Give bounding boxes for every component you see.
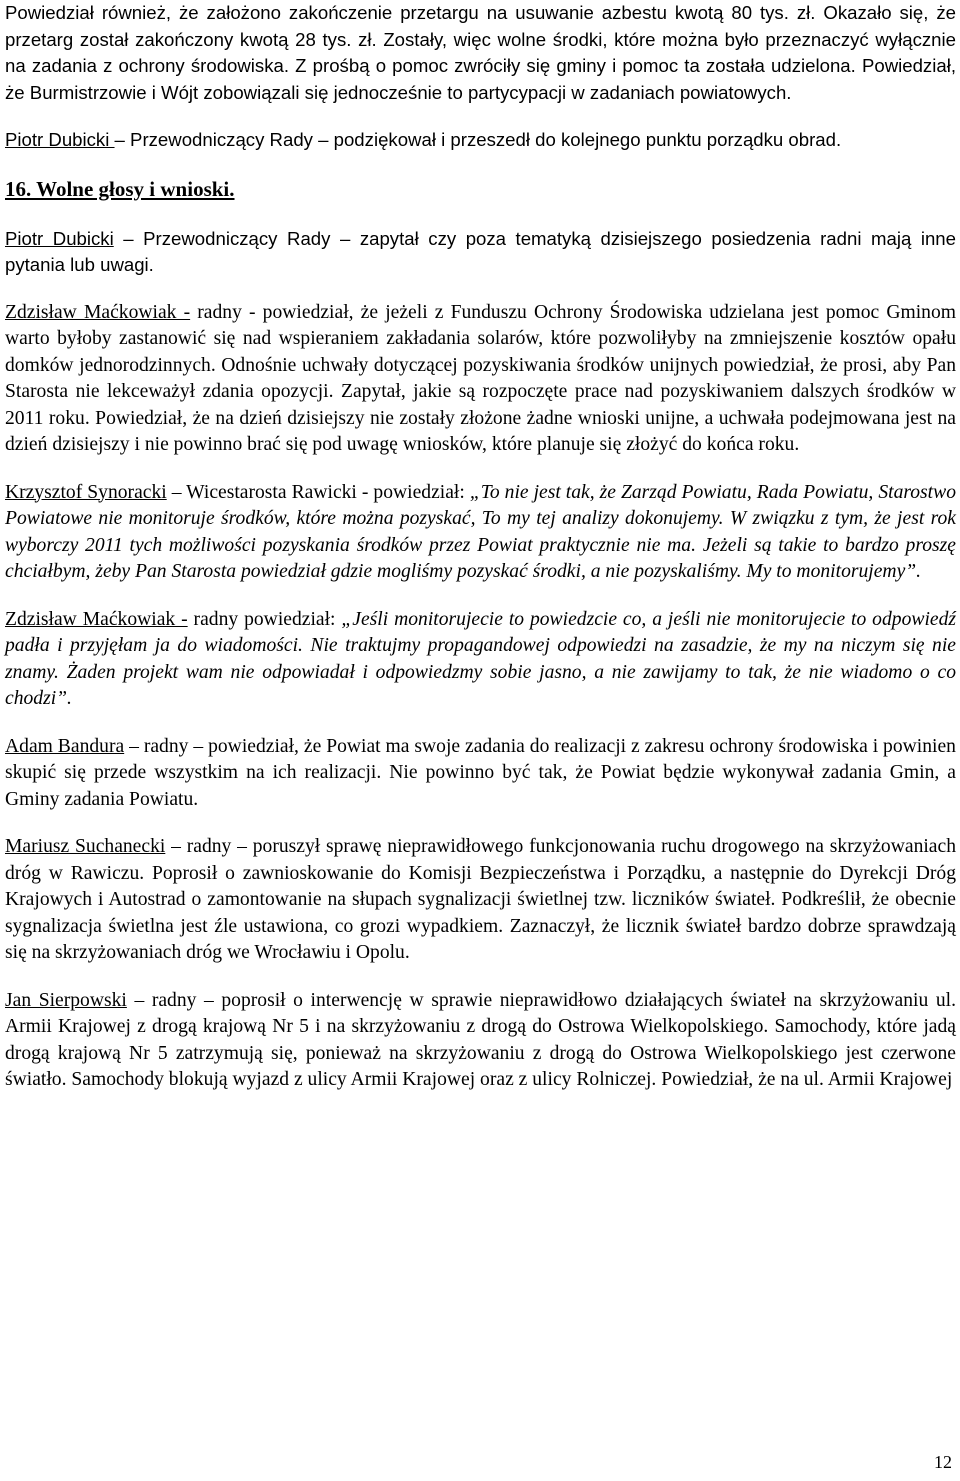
paragraph-text: – radny – poprosił o interwencję w sprawie nieprawidłowo działających świateł na skrzyżowaniu ul. Armii Krajowej z drogą krajową Nr 5 i na skrzyżowaniu z drogą do Ostrowa Wielkopolskiego. Samochody, które jadą drogą krajową Nr 5 zatrzymują się, ponieważ na skrzyżowaniu z drogą do Ostrowa Wielkopolskiego jest czerwone światło. Samochody blokują wyjazd z ulicy Armii Krajowej oraz z ulicy Rolniczej. Powiedział, że na ul. Armii Krajowej (5, 989, 956, 1090)
speaker-name: Mariusz Suchanecki (5, 836, 166, 857)
speaker-name: Zdzisław Maćkowiak - (5, 608, 188, 630)
paragraph-sierpowski (5, 988, 956, 1094)
paragraph-suchanecki (5, 834, 956, 967)
speaker-name: Piotr Dubicki (5, 129, 115, 150)
paragraph-text: – Przewodniczący Rady – zapytał czy poza tematyką dzisiejszego posiedzenia radni mają inne pytania lub uwagi. (5, 227, 956, 275)
speaker-name: Jan Sierpowski (5, 989, 127, 1011)
speaker-name: Piotr Dubicki (5, 227, 114, 249)
page-number: 12 (934, 1452, 952, 1472)
paragraph-text: Powiedział również, że założono zakończenie przetargu na usuwanie azbestu kwotą 80 tys. zł. Okazało się, że przetarg został zakończony kwotą 28 tys. zł. Zostały, więc wolne środki, które można było przeznaczyć wyłącznie na zadania z ochrony środowiska. Z prośbą o pomoc zwróciły się gminy i pomoc ta została udzielona. (5, 2, 956, 76)
paragraph-azbest (5, 0, 956, 106)
paragraph-text: Powiedział, że Burmistrzowie i Wójt zobowiązali się jednocześnie to partycypacji w zadaniach powiatowych. (5, 55, 956, 103)
quote-text: „Jeśli monitorujecie to powiedzcie co, a jeśli nie monitorujecie to odpowiedź padła i przyjęłam ja do wiadomości. Nie traktujmy propagandowej odpowiedzi na zasadzie, że my na niczym się nie znamy. Żaden projekt wam nie odpowiadał i odpowiedzmy sobie jasno, a nie zawijamy to tak, że nie wiadomo o co chodzi”. (5, 608, 957, 709)
paragraph-dubicki-1 (5, 127, 956, 154)
paragraph-text: radny - powiedział, że jeżeli z Funduszu Ochrony Środowiska udzielana jest pomoc Gminom warto byłoby zastanowić się nad wspieraniem zakładania solarów, które pozwoliłyby na zmniejszenie kosztów opału domków jednorodzinnych. Odnośnie uchwały dotyczącej pozyskiwania środków unijnych powiedział, że prosi, aby Pan Starosta nie lekceważył zdania opozycji. Zapytał, jakie są rozpoczęte prace nad pozyskiwaniem dalszych środków w 2011 roku. Powiedział, że na dzień dzisiejszy nie zostały złożone żadne wnioski unijne, a uchwała podejmowana jest na dzień dzisiejszy i nie powinno brać się pod uwagę wniosków, które planuje się złożyć do końca roku. (5, 301, 956, 455)
paragraph-text: – Wicestarosta Rawicki - powiedział: (166, 481, 470, 503)
speaker-name: Zdzisław Maćkowiak - (5, 301, 191, 323)
quote-text: „To nie jest tak, że Zarząd Powiatu, Rada Powiatu, Starostwo Powiatowe nie monitoruje środków, które można pozyskać, To my tej analizy dokonujemy. W związku z tym, że jest rok wyborczy 2011 tych możliwości pozyskania środków przez Powiat praktycznie nie ma. Jeżeli są takie to bardzo proszę chciałbym, żeby Pan Starosta powiedział gdzie mogliśmy pozyskać środki, a nie pozyskaliśmy. My to monitorujemy”. (5, 481, 956, 582)
speaker-name: Krzysztof Synoracki (5, 481, 167, 503)
paragraph-text: radny powiedział: (187, 608, 342, 630)
paragraph-bandura (5, 734, 956, 814)
speaker-name: Adam Bandura (5, 735, 125, 757)
paragraph-mackowiak-2 (5, 607, 956, 713)
paragraph-synoracki (5, 480, 956, 586)
paragraph-text: – radny – poruszył sprawę nieprawidłowego funkcjonowania ruchu drogowego na skrzyżowaniach dróg w Rawiczu. Poprosił o zawnioskowanie do Komisji Bezpieczeństwa i Porządku, a następnie do Dyrekcji Dróg Krajowych i Autostrad o zamontowanie na słupach sygnalizacji świetlnej tzw. liczników świateł. Podkreślił, że obecnie sygnalizacja świetlna jest źle ustawiona, co grozi wypadkiem. Zaznaczył, że licznik świateł bardzo dobrze sprawdzają się na skrzyżowaniach dróg we Wrocławiu i Opolu. (5, 836, 956, 963)
document-body (5, 0, 956, 1115)
paragraph-text: – radny – powiedział, że Powiat ma swoje zadania do realizacji z zakresu ochrony środowiska i powinien skupić się przede wszystkim na ich realizacji. Nie powinno być tak, że Powiat będzie wykonywał zadania Gmin, a Gminy zadania Powiatu. (5, 735, 956, 810)
paragraph-dubicki-2 (5, 226, 956, 279)
paragraph-mackowiak-1 (5, 300, 956, 459)
paragraph-text: – Przewodniczący Rady – podziękował i przeszedł do kolejnego punktu porządku obrad. (114, 129, 842, 150)
section-heading: 16. Wolne głosy i wnioski. (5, 176, 235, 201)
